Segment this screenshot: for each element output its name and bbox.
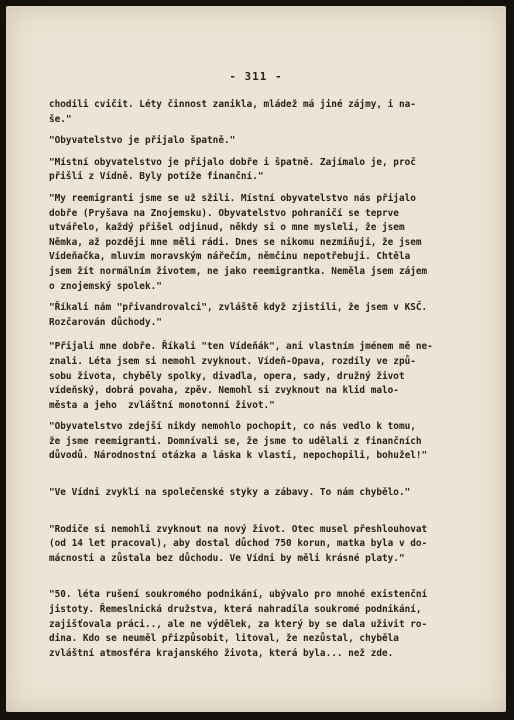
quote-paragraph: "Přijali mne dobře. Říkali "ten Vídeňák", ani vlastním jménem mě ne- znali. Léta jsem si nemohl zvyknout. Vídeň-Opava, rozdíly ve způ- sobu života, chyběly spolky, divadla, opera, sady, družný život vídeňský, dobrá povaha, zpěv. Nemohl si zvyknout na klid malo- města a jeho zvláštní monotonní život." [49,341,433,411]
quote-paragraph: "Obyvatelstvo je přijalo špatně." [49,135,236,147]
paragraph-continuation: chodili cvičit. Léty činnost zanikla, mládež má jiné zájmy, i na- še." [49,99,416,125]
quote-paragraph: "Místní obyvatelstvo je přijalo dobře i špatně. Zajímalo je, proč přišli z Vídně. Byly potíže finanční." [49,156,416,183]
quote-paragraph: "My reemigranti jsme se už sžili. Místní obyvatelstvo nás přijalo dobře (Pryšava na Znojemsku). Obyvatelstvo pohraničí se teprve utvářelo, každý přišel odjinud, někdy si o mne mysleli, že jsem Němka, až později mne měli rádi. Dnes se nikomu nezmiňuji, že jsem Vídeňačka, mluvím moravským nářečím, němčinu nepotřebuji. Chtěla jsem žít normálním životem, ne jako reemigrantka. Neměla jsem zájem o znojemský spolek." [49,192,428,292]
quote-paragraph: "Obyvatelstvo zdejší nikdy nemohlo pochopit, co nás vedlo k tomu, že jsme reemigranti. Domnívali se, že jsme to udělali z finančních důvodů. Národnostní otázka a láska k vlasti, nepochopili, bohužel!" [49,421,428,462]
quote-paragraph: "Říkali nám "přivandrovalci", zvláště když zjistili, že jsem v KSČ. Rozčarován důchody." [49,302,428,328]
page-body [49,98,441,661]
quote-paragraph: "50. léta rušení soukromého podnikání, ubývalo pro mnohé existenční jistoty. Řemeslnická družstva, která nahradila soukromé podnikání, zajišťovala práci.., ale ne výdělek, za který by se dala uživit ro- dina. Kdo se neuměl přizpůsobit, litoval, že nezůstal, chyběla zvláštní atmosféra krajanského života, která byla... než zde. [49,589,428,659]
page-number: - 311 - [229,70,283,83]
quote-paragraph: "Ve Vídni zvyklí na společenské styky a zábavy. To nám chybělo." [49,487,411,499]
document-page [6,6,506,712]
quote-paragraph: "Rodiče si nemohli zvyknout na nový život. Otec musel přeshlouhovat (od 14 let pracoval), aby dostal důchod 750 korun, matka byla v do- mácnosti a zůstala bez důchodu. Ve Vídni by měli krásné platy." [49,523,428,564]
